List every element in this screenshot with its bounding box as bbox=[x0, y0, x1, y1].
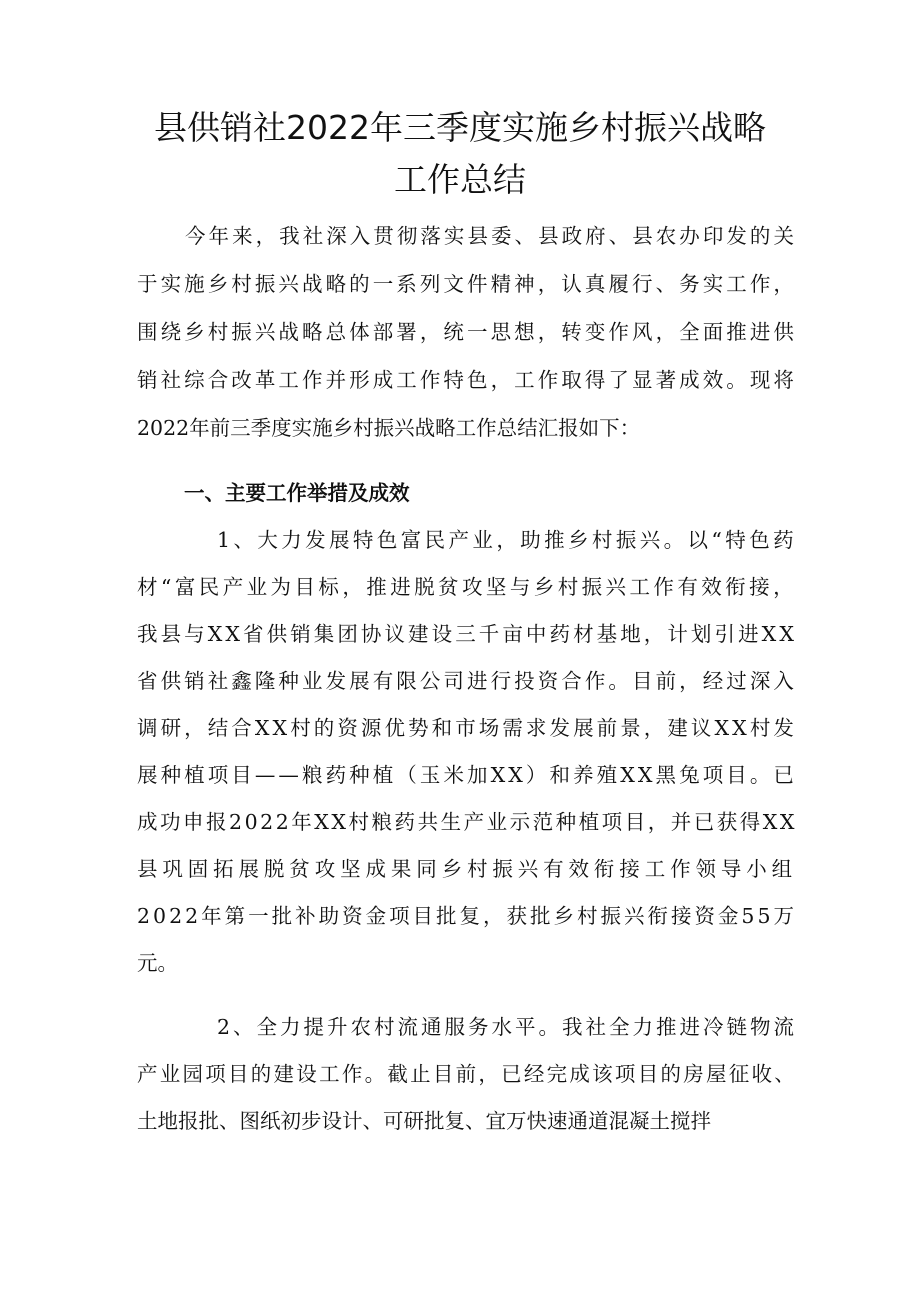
intro-line: 围绕乡村振兴战略总体部署，统一思想，转变作风，全面推进供 bbox=[137, 320, 797, 344]
item-2-line: 土地报批、图纸初步设计、可研批复、宜万快速通道混凝土搅拌 bbox=[137, 1109, 711, 1133]
item-1-line: 成功申报2022年XX村粮药共生产业示范种植项目，并已获得XX bbox=[137, 810, 797, 834]
item-1-line: 2022年第一批补助资金项目批复，获批乡村振兴衔接资金55万 bbox=[137, 904, 797, 928]
section-heading: 一、主要工作举措及成效 bbox=[184, 481, 410, 505]
item-1-line: 县巩固拓展脱贫攻坚成果同乡村振兴有效衔接工作领导小组 bbox=[137, 857, 797, 881]
intro-line: 销社综合改革工作并形成工作特色，工作取得了显著成效。现将 bbox=[137, 368, 797, 392]
item-1-line: 调研，结合XX村的资源优势和市场需求发展前景，建议XX村发 bbox=[137, 716, 797, 740]
document-title-line-2: 工作总结 bbox=[394, 160, 526, 199]
item-2-line: 产业园项目的建设工作。截止目前，已经完成该项目的房屋征收、 bbox=[137, 1062, 797, 1086]
item-1-line: 材“富民产业为目标，推进脱贫攻坚与乡村振兴工作有效衔接， bbox=[137, 575, 797, 599]
item-1-line: 我县与XX省供销集团协议建设三千亩中药材基地，计划引进XX bbox=[137, 622, 797, 646]
document-title-line-1: 县供销社2022年三季度实施乡村振兴战略 bbox=[154, 108, 766, 147]
item-1-line: 元。 bbox=[137, 951, 178, 975]
item-2-line: 2、全力提升农村流通服务水平。我社全力推进冷链物流 bbox=[217, 1015, 797, 1039]
intro-line: 今年来，我社深入贯彻落实县委、县政府、县农办印发的关 bbox=[185, 224, 797, 248]
item-1-line: 1、大力发展特色富民产业，助推乡村振兴。以“特色药 bbox=[217, 528, 797, 552]
item-1-line: 展种植项目——粮药种植（玉米加XX）和养殖XX黑兔项目。已 bbox=[137, 763, 797, 787]
item-1-line: 省供销社鑫隆种业发展有限公司进行投资合作。目前，经过深入 bbox=[137, 669, 797, 693]
intro-line: 于实施乡村振兴战略的一系列文件精神，认真履行、务实工作， bbox=[137, 272, 797, 296]
intro-line: 2022年前三季度实施乡村振兴战略工作总结汇报如下： bbox=[137, 416, 641, 440]
